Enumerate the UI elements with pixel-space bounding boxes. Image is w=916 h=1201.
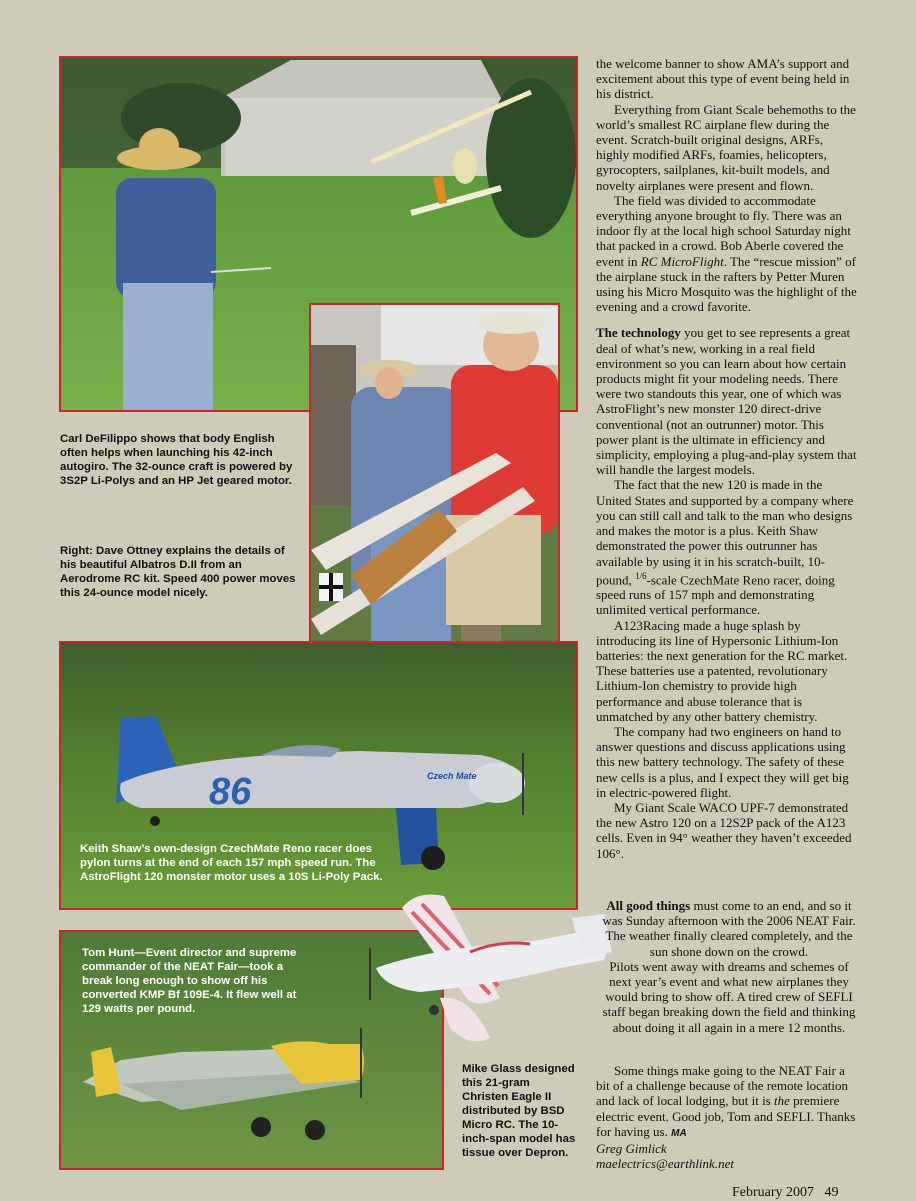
- article-column-end: [596, 1063, 858, 1171]
- emphasis-the: the: [774, 1093, 790, 1109]
- caption-czechmate: Keith Shaw’s own-design CzechMate Reno racer does pylon turns at the end of each 157 mph speed run. The AstroFlight 120 monster motor uses a 10S Li-Poly Pack.: [80, 843, 383, 883]
- caption-autogiro: Carl DeFilippo shows that body English often helps when launching his 42-inch autogiro. The 32-ounce craft is powered by 3S2P Li-Polys and an HP Jet geared motor.: [60, 433, 293, 487]
- article-paragraph: Some things make going to the NEAT Fair a bit of a challenge because of the remote location and lack of local lodging, but it is the premiere electric event. Good job, Tom and SEFLI. Thanks for having us. MA: [596, 1063, 856, 1139]
- article-column: [596, 56, 858, 861]
- article-paragraph: Everything from Giant Scale behemoths to the world’s smallest RC airplane flew during the event. Scratch-built original designs, ARFs, highly modified ARFs, foamies, helicopters, gyrocopters, sailplanes, kit-built models, and novelty airplanes were present and flown.: [596, 101, 856, 193]
- author-name: Greg Gimlick: [596, 1141, 667, 1157]
- end-mark: MA: [671, 1127, 687, 1139]
- race-number: 86: [209, 771, 252, 813]
- caption-albatros: Right: Dave Ottney explains the details of his beautiful Albatros D.II from an Aerodrome RC kit. Speed 400 power moves this 24-ounce model nicely.: [60, 545, 296, 599]
- author-email: maelectrics@earthlink.net: [596, 1156, 734, 1172]
- photo-christen-eagle: [360, 888, 616, 1056]
- cowl-logo: Czech Mate: [427, 771, 477, 781]
- article-paragraph: The field was divided to accommodate everything anyone brought to fly. There was an indoor fly at the local high school Saturday night that packed in a crowd. Bob Aberle covered the event in RC MicroFlight. The “rescue mission” of the airplane stuck in the rafters by Petter Muren using his Micro Mosquito was the highlight of the evening and a crowd favorite.: [596, 192, 857, 315]
- section-lead: The technology: [596, 325, 681, 341]
- article-paragraph: All good things must come to an end, and so it was Sunday afternoon with the 2006 NEAT Fair. The weather finally cleared completely, and the sun shone down on the crowd.: [602, 898, 856, 959]
- caption-christen-eagle: Mike Glass designed this 21-gram Christen Eagle II distributed by BSD Micro RC. The 10-inch-span model has tissue over Depron.: [462, 1063, 576, 1159]
- scale-fraction: 1/6: [635, 570, 647, 581]
- article-paragraph: the welcome banner to show AMA’s support and excitement about this type of event being held in his district.: [596, 56, 850, 102]
- article-paragraph: The technology you get to see represents a great deal of what’s new, working in a real field environment so you can learn about how certain products might fit your modeling needs. There were two standouts this year, one of which was AstroFlight’s new monster 120 direct-drive conventional (not an outrunner) motor. This power plant is the ultimate in efficiency and simplicity, employing a plug-and-play system that will handle the largest models.: [596, 325, 857, 478]
- caption-bf109: Tom Hunt—Event director and supreme commander of the NEAT Fair—took a break long enough to show off his converted KMP Bf 109E-4. It flew well at 129 watts per pound.: [82, 947, 297, 1015]
- section-lead: All good things: [606, 898, 691, 913]
- article-paragraph: The company had two engineers on hand to answer questions and discuss applications using this new battery technology. The safety of these new cells is a plus, and I expect they will get big in electric-powered flight.: [596, 724, 849, 800]
- page-folio: February 2007 49: [732, 1185, 839, 1200]
- article-paragraph: A123Racing made a huge splash by introducing its line of Hypersonic Lithium-Ion batteries: the next generation for the RC market. These batteries use a patented, revolutionary Lithium-Ion chemistry to provide high performance and abuse tolerance that is unmatched by any other battery chemistry.: [596, 617, 848, 724]
- photo-albatros: [309, 303, 560, 685]
- article-paragraph: My Giant Scale WACO UPF-7 demonstrated the new Astro 120 on a 12S2P pack of the A123 cells. Even in 94° weather they haven’t exceeded 106°.: [596, 800, 852, 861]
- magazine-title: RC MicroFlight: [640, 253, 724, 269]
- article-column-lower: [598, 898, 860, 1035]
- article-paragraph: The fact that the new 120 is made in the United States and supported by a company where you can still call and talk to the man who designs and makes the motor is a plus. Keith Shaw demonstrated the power this outrunner has available by using it in his scratch-built, 10-pound, $^{1/6}$-scale CzechMate Reno racer, doing speed runs of 157 mph and demonstrating unlimited vertical performance.: [596, 477, 854, 618]
- article-paragraph: Pilots went away with dreams and schemes of next year’s event and what new airplanes they would bring to show off. A tired crew of SEFLI staff began breaking down the field and thinking about doing it all again in a mere 12 months.: [602, 958, 856, 1035]
